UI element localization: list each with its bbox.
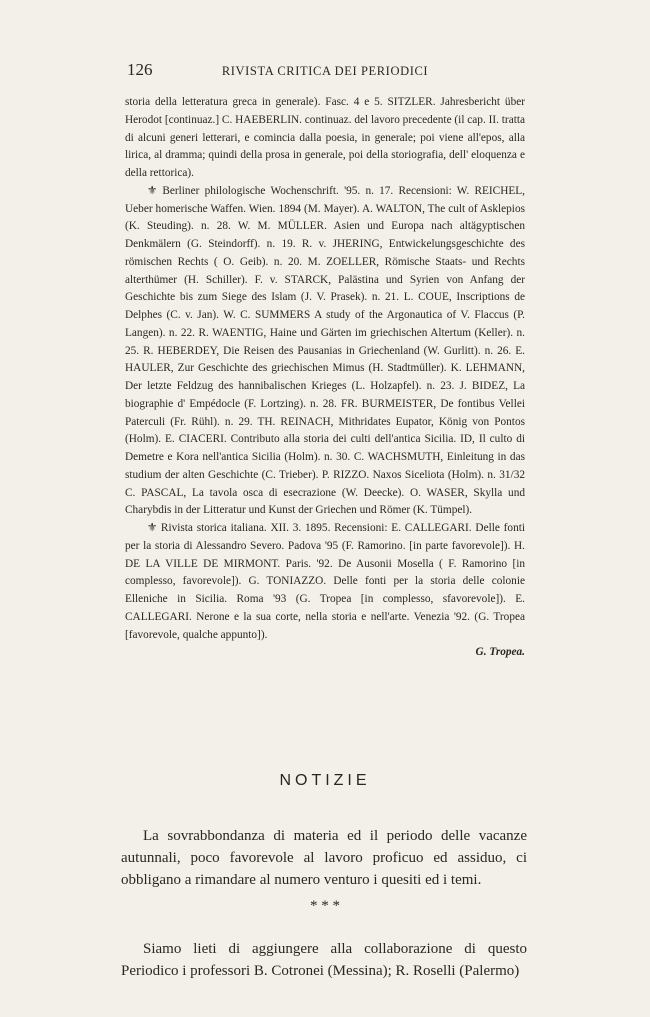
paragraph-berliner-wochenschrift: ⚜ Berliner philologische Wochenschrift. '95. n. 17. Recensioni: W. REICHEL, Ueber homerische Waffen. Wien. 1894 (M. Mayer). A. WALTON, The cult of Asklepios (K. Steuding). n. 28. W. M. MÜLLER. Asien und Europa nach altägyptischen Denkmälern (G. Steindorff). n. 19. R. v. JHERING, Entwickelungsgeschichte des römischen Rechts ( O. Geib). n. 20. M. ZOELLER, Römische Staats- und Rechts alterthümer (H. Schiller). F. v. STARCK, Palästina und Syrien von Anfang der Geschichte bis zum Siege des Islam (J. V. Prasek). n. 21. L. COUE, Inscriptions de Delphes (C. v. Jan). W. C. SUMMERS A study of the Argonautica of V. Flaccus (P. Langen). n. 22. R. WAENTIG, Haine und Gärten im griechischen Altertum (Keller). n. 25. R. HEBERDEY, Die Reisen des Pausanias in Griechenland (W. Gurlitt). n. 26. E. HAULER, Zur Geschichte des griechischen Mimus (H. Stadtmüller). K. LEHMANN, Der letzte Feldzug des hannibalischen Krieges (L. Holzapfel). n. 23. J. BIDEZ, La biographie d' Empédocle (F. Lortzing). n. 28. FR. BURMEISTER, De fontibus Vellei Paterculi (Fr. Rühl). n. 29. TH. REINACH, Mithridates Eupator, König von Pontos (Holm). E. CIACERI. Contributo alla storia dei culti dell'antica Sicilia. ID, Il culto di Demetre e Kora nell'antica Sicilia (Holm). n. 30. C. WACHSMUTH, Einleitung in das studium der alten Geschichte (C. Trieber). P. RIZZO. Naxos Siceliota (Holm). n. 31/32 C. PASCAL, La tavola osca di esecrazione (W. Deecke). O. WASER, Skylla und Charybdis in der Litteratur und Kunst der Griechen und Römer (K. Tümpel). xyxy=(125,184,525,517)
paragraph-continuation: storia della letteratura greca in generale). Fasc. 4 e 5. SITZLER. Jahresbericht über Herodot [continuaz.] C. HAEBERLIN. continuaz. del lavoro precedente (il cap. II. tratta di alcuni generi letterari, e comincia dalla poesia, in generale; poi viene all'epos, alla lirica, al dramma; quindi della prosa in generale, poi della storiografia, dell' eloquenza e della rettorica). xyxy=(125,96,525,179)
notice-1-text: La sovrabbondanza di materia ed il periodo delle vacanze autunnali, poco favorevole al lavoro proficuo ed assiduo, ci obbligano a rimandare al numero venturo i quesiti ed i temi. xyxy=(121,828,527,888)
paragraph-rivista-storica: ⚜ Rivista storica italiana. XII. 3. 1895. Recensioni: E. CALLEGARI. Delle fonti per la storia di Alessandro Severo. Padova '95 (F. Ramorino. [in parte favorevole]). H. DE LA VILLE DE MIRMONT. Paris. '92. De Ausonii Mosella ( F. Ramorino [in complesso, favorevole]). G. TONIAZZO. Delle fonti per la storia delle colonie Elleniche in Sicilia. Roma '93 (G. Tropea [in complesso, sfavorevole]). E. CALLEGARI. Nerone e la sua corte, nella storia e nell'arte. Venezia '92. (G. Tropea [favorevole, qualche appunto]). xyxy=(125,522,525,641)
notice-2 xyxy=(121,938,527,982)
notice-1 xyxy=(121,825,527,891)
running-title: RIVISTA CRITICA DEI PERIODICI xyxy=(221,64,429,78)
page-number: 126 xyxy=(127,60,153,79)
asterism-divider: * * * xyxy=(310,898,340,914)
section-title: NOTIZIE xyxy=(279,772,371,789)
signature: G. Tropea. xyxy=(475,646,525,659)
review-listings xyxy=(125,94,525,662)
running-header xyxy=(0,60,650,82)
notice-2-text: Siamo lieti di aggiungere alla collaborazione di questo Periodico i professori B. Cotronei (Messina); R. Roselli (Palermo) xyxy=(121,941,527,979)
